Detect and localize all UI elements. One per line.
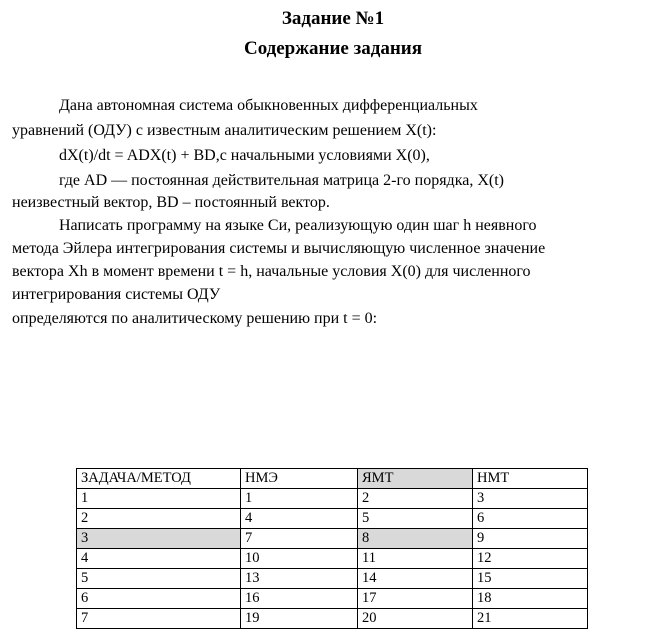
table-cell: 11 bbox=[358, 549, 473, 569]
table-cell: 13 bbox=[241, 569, 358, 589]
paragraph-line-7: метода Эйлера интегрирования системы и вычисляющую численное значение bbox=[12, 240, 546, 257]
paragraph-line-8: вектора Xh в момент времени t = h, начальные условия X(0) для численного bbox=[12, 263, 531, 280]
table-cell: 7 bbox=[77, 609, 241, 629]
table-cell: 16 bbox=[241, 589, 358, 609]
task-title: Задание №1 bbox=[281, 8, 385, 29]
table-row bbox=[77, 549, 588, 569]
paragraph-line-10: определяются по аналитическому решению при t = 0: bbox=[12, 310, 378, 327]
table-row-highlighted bbox=[77, 529, 588, 549]
table-cell: 5 bbox=[77, 569, 241, 589]
task-method-table bbox=[76, 468, 588, 629]
table-cell: 21 bbox=[473, 609, 588, 629]
equation-line: dX(t)/dt = ADX(t) + BD,с начальными условиями X(0), bbox=[59, 147, 430, 164]
table-cell: 4 bbox=[241, 509, 358, 529]
table-cell: 6 bbox=[77, 589, 241, 609]
table-cell: 14 bbox=[358, 569, 473, 589]
table-cell: 3 bbox=[77, 529, 241, 549]
table-cell: 1 bbox=[241, 489, 358, 509]
table-row bbox=[77, 509, 588, 529]
paragraph-line-5: неизвестный вектор, BD – постоянный вектор. bbox=[12, 194, 330, 211]
table-row bbox=[77, 489, 588, 509]
table-cell: 1 bbox=[77, 489, 241, 509]
header-cell-nmt: НМТ bbox=[473, 469, 588, 489]
table-cell: 8 bbox=[358, 529, 473, 549]
header-cell-task-method: ЗАДАЧА/МЕТОД bbox=[77, 469, 241, 489]
table-cell: 19 bbox=[241, 609, 358, 629]
table-cell: 6 bbox=[473, 509, 588, 529]
table-row bbox=[77, 589, 588, 609]
table-cell: 20 bbox=[358, 609, 473, 629]
header-cell-ymt: ЯМТ bbox=[358, 469, 473, 489]
paragraph-line-1: Дана автономная система обыкновенных дифференциальных bbox=[59, 97, 478, 114]
table-header-row bbox=[77, 469, 588, 489]
table-row bbox=[77, 609, 588, 629]
paragraph-line-2: уравнений (ОДУ) с известным аналитическим решением X(t): bbox=[12, 122, 437, 139]
table-cell: 2 bbox=[77, 509, 241, 529]
table-cell: 17 bbox=[358, 589, 473, 609]
paragraph-line-9: интегрирования системы ОДУ bbox=[12, 286, 221, 303]
paragraph-line-6: Написать программу на языке Си, реализующую один шаг h неявного bbox=[59, 217, 537, 234]
table-cell: 18 bbox=[473, 589, 588, 609]
table-cell: 4 bbox=[77, 549, 241, 569]
header-cell-nme: НМЭ bbox=[241, 469, 358, 489]
paragraph-line-4: где AD — постоянная действительная матрица 2-го порядка, X(t) bbox=[59, 172, 504, 189]
task-subtitle: Содержание задания bbox=[243, 38, 423, 59]
table-cell: 2 bbox=[358, 489, 473, 509]
table-cell: 12 bbox=[473, 549, 588, 569]
table-cell: 5 bbox=[358, 509, 473, 529]
table-row bbox=[77, 569, 588, 589]
table-cell: 3 bbox=[473, 489, 588, 509]
table-cell: 10 bbox=[241, 549, 358, 569]
table-cell: 9 bbox=[473, 529, 588, 549]
table-cell: 15 bbox=[473, 569, 588, 589]
table-cell: 7 bbox=[241, 529, 358, 549]
